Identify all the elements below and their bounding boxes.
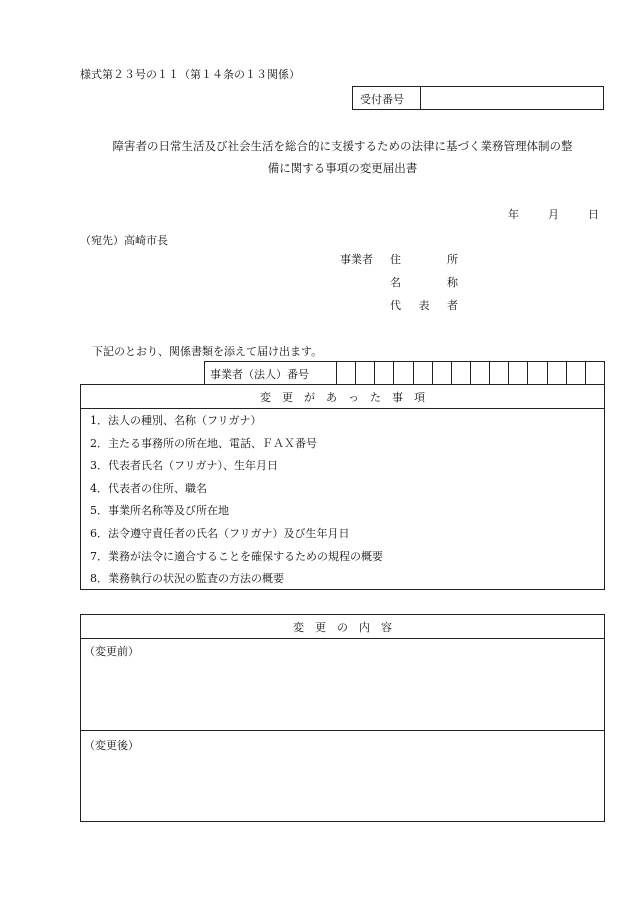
receipt-divider	[420, 86, 421, 110]
changed-item: 6．法令遵守責任者の氏名（フリガナ）及び生年月日	[90, 527, 350, 540]
changed-item: 5．事業所名称等及び所在地	[90, 504, 229, 518]
applicant-representative-label: 代 表 者	[390, 299, 458, 312]
date-year: 年	[508, 208, 519, 221]
changed-item: 2．主たる事務所の所在地、電話、ＦＡＸ番号	[90, 436, 317, 450]
changed-item: 7．業務が法令に適合することを確保するための規程の概要	[90, 549, 383, 563]
digit-cell-divider	[508, 361, 509, 385]
digit-cell-divider	[604, 361, 605, 385]
digit-cell-divider	[489, 361, 490, 385]
applicant-name-label: 名 称	[390, 276, 458, 289]
digit-cell-divider	[470, 361, 471, 385]
before-content-field[interactable]	[84, 660, 600, 726]
digit-cell-divider	[451, 361, 452, 385]
changed-item: 8．業務執行の状況の監査の方法の概要	[90, 572, 284, 586]
applicant-label: 事業者	[340, 253, 373, 266]
changed-item: 4．代表者の住所、職名	[90, 481, 207, 495]
before-label: （変更前）	[84, 645, 139, 658]
date-month: 月	[548, 208, 559, 221]
form-number: 様式第２３号の１１（第１４条の１３関係）	[80, 68, 300, 81]
title-line-2: 備に関する事項の変更届出書	[267, 161, 418, 175]
digit-cell-divider	[527, 361, 528, 385]
change-content-header-divider	[80, 638, 605, 639]
changed-item: 3．代表者氏名（フリガナ）、生年月日	[90, 459, 278, 473]
changed-items-header: 変 更 が あ っ た 事 項	[260, 391, 425, 404]
addressee: （宛先）高崎市長	[80, 234, 168, 247]
digit-cell-divider	[547, 361, 548, 385]
digit-cell-divider	[393, 361, 394, 385]
after-content-field[interactable]	[84, 754, 600, 818]
intro-text: 下記のとおり、関係書類を添えて届け出ます。	[92, 345, 323, 358]
digit-cell-divider	[336, 361, 337, 385]
changed-item: 1．法人の種別、名称（フリガナ）	[90, 414, 262, 427]
change-content-header: 変 更 の 内 容	[293, 621, 392, 634]
digit-cell-divider	[432, 361, 433, 385]
after-label: （変更後）	[84, 739, 139, 752]
title-line-1: 障害者の日常生活及び社会生活を総合的に支援するための法律に基づく業務管理体制の整	[112, 139, 573, 153]
receipt-number-label: 受付番号	[360, 93, 404, 106]
before-after-divider	[80, 730, 605, 731]
digit-cell-divider	[413, 361, 414, 385]
digit-cell-divider	[566, 361, 567, 385]
digit-cell-divider	[374, 361, 375, 385]
changed-items-header-divider	[80, 408, 605, 409]
applicant-address-label: 住 所	[390, 253, 458, 266]
date-day: 日	[588, 208, 599, 221]
digit-cell-divider	[585, 361, 586, 385]
business-number-label: 事業者（法人）番号	[210, 368, 309, 381]
digit-cell-divider	[355, 361, 356, 385]
